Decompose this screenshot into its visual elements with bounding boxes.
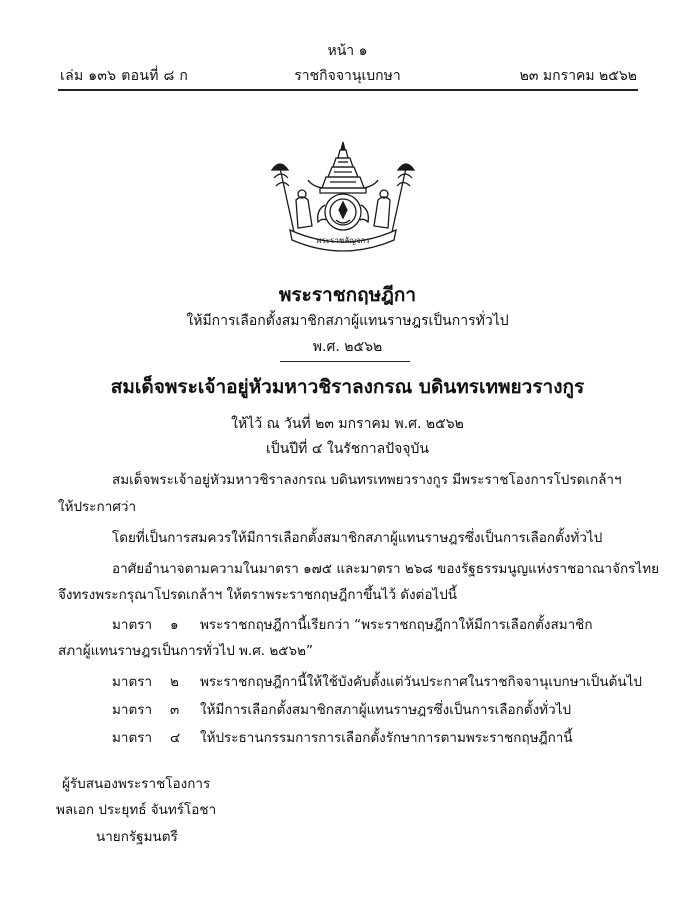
volume-issue: เล่ม ๑๓๖ ตอนที่ ๘ ก [60, 68, 189, 84]
section-number: ๓ [170, 702, 180, 718]
given-date: ให้ไว้ ณ วันที่ ๒๓ มกราคม พ.ศ. ๒๕๖๒ [231, 416, 464, 432]
section-number: ๒ [170, 674, 179, 690]
decree-title: พระราชกฤษฎีกา [278, 284, 417, 306]
page-number: หน้า ๑ [327, 43, 368, 59]
preamble-line: โดยที่เป็นการสมควรให้มีการเลือกตั้งสมาชิกสภาผู้แทนราษฎรซึ่งเป็นการเลือกตั้งทั่วไป [112, 530, 603, 546]
preamble-line: สมเด็จพระเจ้าอยู่หัวมหาวชิราลงกรณ บดินทรเทพยวรางกูร มีพระราชโองการโปรดเกล้าฯ [112, 472, 622, 488]
preamble-line: จึงทรงพระกรุณาโปรดเกล้าฯ ให้ตราพระราชกฤษฎีกาขึ้นไว้ ดังต่อไปนี้ [58, 587, 458, 603]
section-text: ให้มีการเลือกตั้งสมาชิกสภาผู้แทนราษฎรซึ่งเป็นการเลือกตั้งทั่วไป [200, 702, 572, 718]
section-number: ๔ [170, 730, 181, 746]
section-number: ๑ [170, 617, 179, 633]
header-date: ๒๓ มกราคม ๒๕๖๒ [519, 68, 637, 84]
reign-year: เป็นปีที่ ๔ ในรัชกาลปัจจุบัน [266, 441, 429, 457]
section-label: มาตรา [112, 702, 153, 718]
section-continuation: สภาผู้แทนราษฎรเป็นการทั่วไป พ.ศ. ๒๕๖๒” [58, 643, 313, 659]
section-text: ให้ประธานกรรมการการเลือกตั้งรักษาการตามพระราชกฤษฎีกานี้ [200, 730, 573, 746]
royal-emblem-icon [268, 140, 418, 252]
header-divider [58, 89, 638, 91]
section-label: มาตรา [112, 730, 153, 746]
countersign-label: ผู้รับสนองพระราชโองการ [62, 776, 211, 792]
decree-subtitle: ให้มีการเลือกตั้งสมาชิกสภาผู้แทนราษฎรเป็นการทั่วไป [186, 313, 509, 329]
signatory-name: พลเอก ประยุทธ์ จันทร์โอชา [56, 802, 217, 818]
title-divider [280, 361, 410, 362]
section-text: พระราชกฤษฎีกานี้ให้ใช้บังคับตั้งแต่วันประกาศในราชกิจจานุเบกษาเป็นต้นไป [200, 674, 642, 690]
emblem-ribbon-text: พระราชลัญจกร [316, 236, 370, 245]
section-label: มาตรา [112, 617, 153, 633]
preamble-line: ให้ประกาศว่า [58, 499, 137, 515]
section-text: พระราชกฤษฎีกานี้เรียกว่า “พระราชกฤษฎีกาให้มีการเลือกตั้งสมาชิก [200, 617, 593, 633]
preamble-line: อาศัยอำนาจตามความในมาตรา ๑๗๕ และมาตรา ๒๖๘ ของรัฐธรรมนูญแห่งราชอาณาจักรไทย [112, 561, 660, 577]
signatory-title: นายกรัฐมนตรี [96, 829, 178, 845]
decree-year: พ.ศ. ๒๕๖๒ [312, 339, 383, 355]
king-name: สมเด็จพระเจ้าอยู่หัวมหาวชิราลงกรณ บดินทรเทพยวรางกูร [110, 376, 585, 398]
section-label: มาตรา [112, 674, 153, 690]
gazette-name: ราชกิจจานุเบกษา [294, 68, 401, 84]
